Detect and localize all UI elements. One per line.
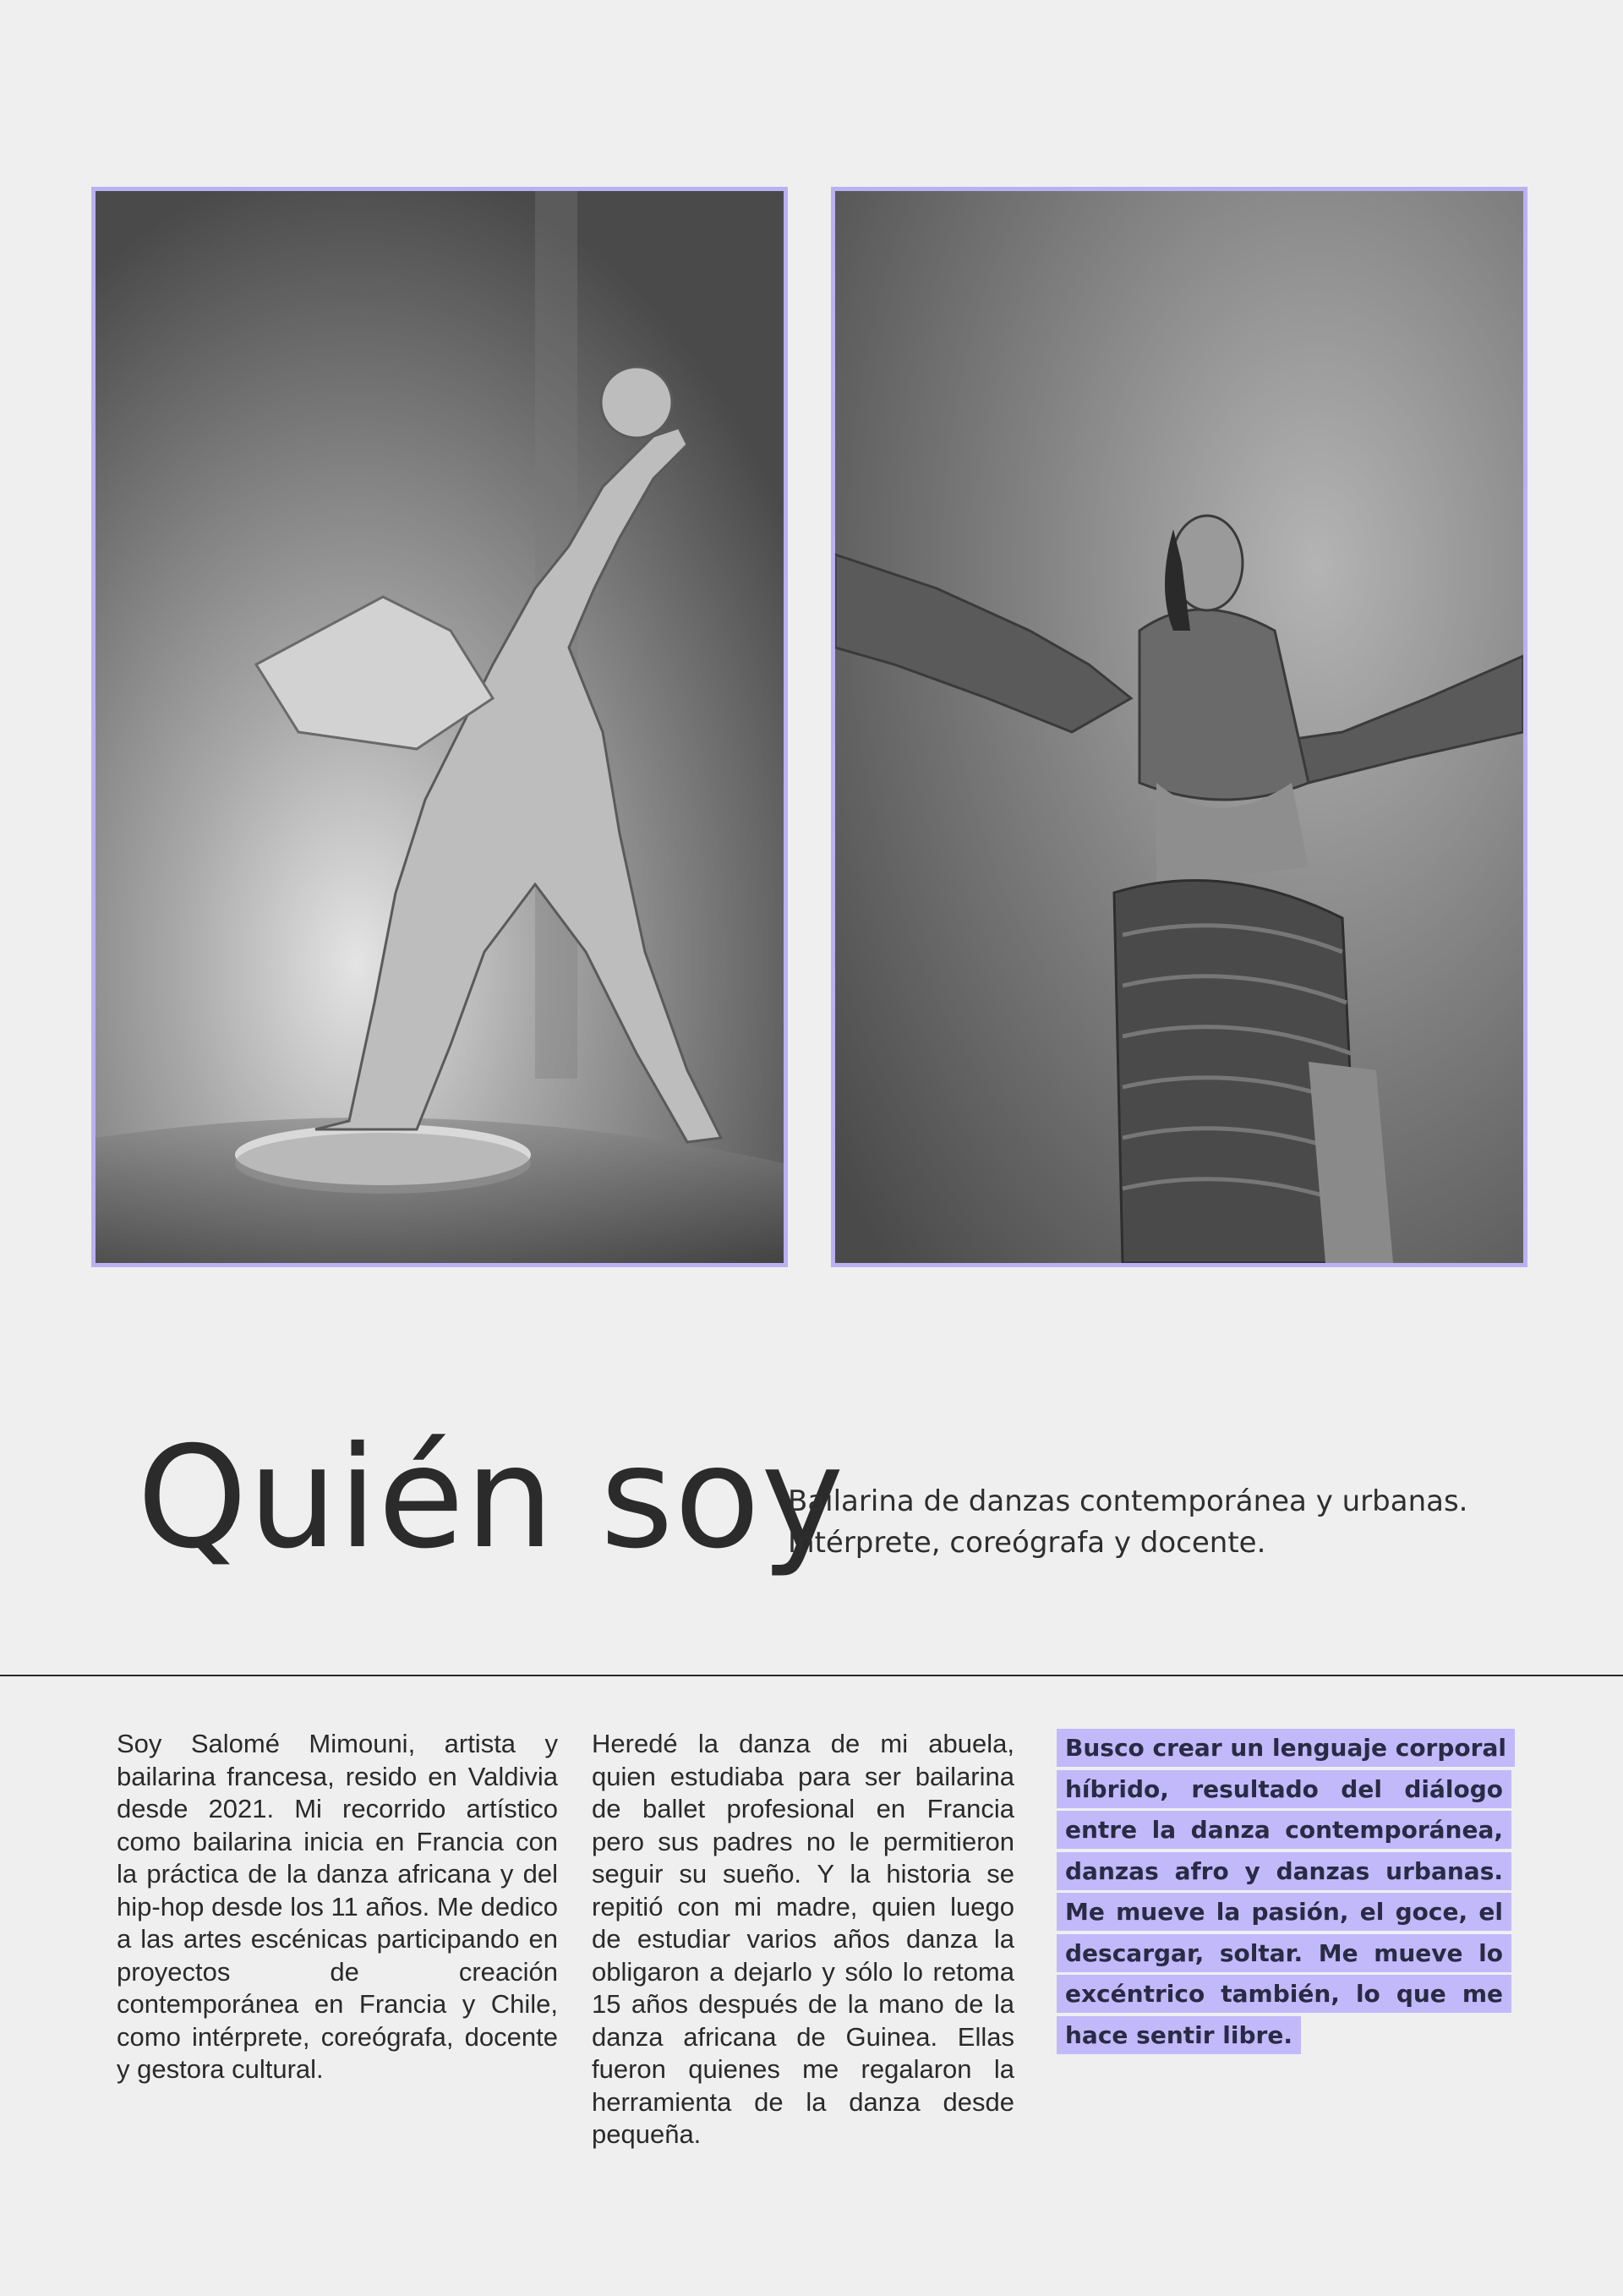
photo-left-frame [91,187,788,1267]
photo-right-frame [831,187,1527,1267]
section-divider [0,1675,1623,1676]
subtitle-line-1: Bailarina de danzas contemporánea y urbanas. [788,1484,1468,1518]
subtitle-line-2: Intérprete, coreógrafa y docente. [788,1526,1266,1560]
page-title: Quién soy [137,1417,845,1580]
bio-paragraph: Soy Salomé Mimouni, artista y bailarina francesa, resido en Valdivia desde 2021. Mi recorrido artístico como bailarina inicia en Francia con la práctica de la danza africana y del hip-hop desde los 11 años. Me dedico a las artes escénicas participando en proyectos de creación contemporánea en Francia y Chile, como intérprete, coreógrafa, docente y gestora cultural. [117,1729,558,2084]
highlight-quote [1057,1728,1511,2056]
dancer-backbend-photo [96,191,784,1263]
heritage-paragraph: Heredé la danza de mi abuela, quien estudiaba para ser bailarina de ballet profesional en Francia pero sus padres no le permitieron seguir su sueño. Y la historia se repitió con mi madre, quien luego de estudiar varios años danza la obligaron a dejarlo y sólo lo retoma 15 años después de la mano de la danza africana de Guinea. Ellas fueron quienes me regalaron la herramienta de la danza desde pequeña. [592,1729,1014,2149]
highlight-quote-text: Busco crear un lenguaje corporal híbrido, resultado del diálogo entre la danza contemporánea, danzas afro y danzas urbanas. Me mueve la pasión, el goce, el descargar, soltar. Me mueve lo excéntrico también, lo que me hace sentir libre. [1057,1729,1515,2054]
dancer-arms-open-photo [835,191,1523,1263]
page-subtitle [788,1481,1549,1564]
